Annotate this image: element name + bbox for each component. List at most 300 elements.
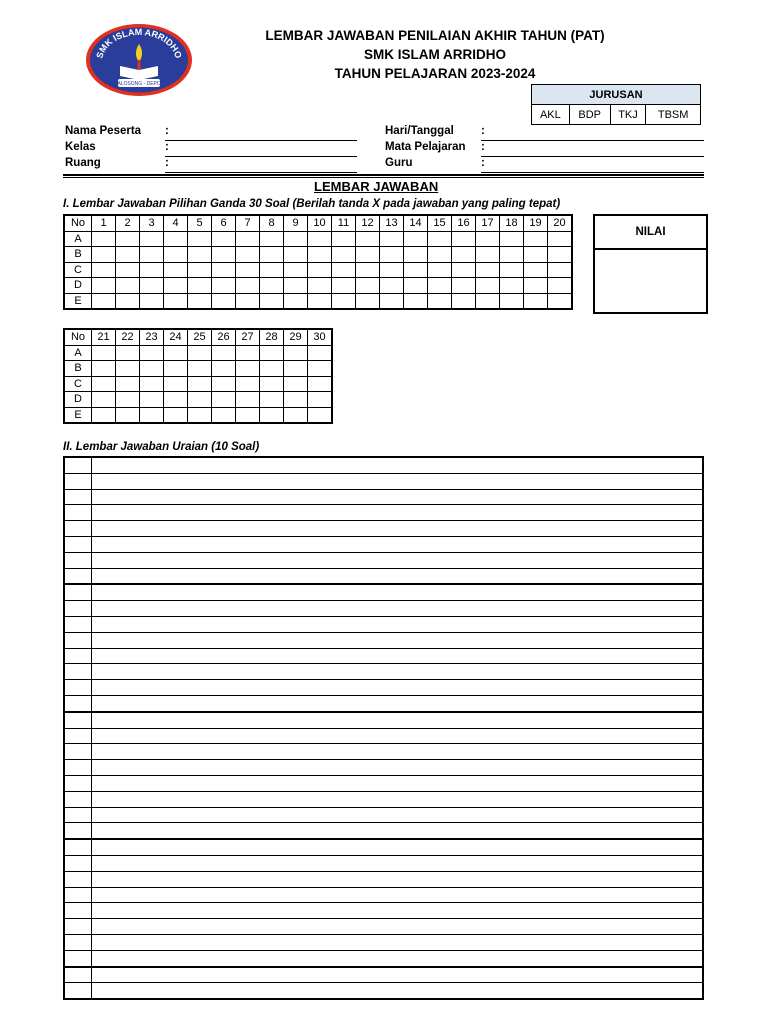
essay-number-cell[interactable]	[64, 457, 92, 473]
question-number: 18	[500, 215, 524, 231]
answer-cell[interactable]	[116, 407, 140, 423]
essay-answer-cell[interactable]	[92, 664, 704, 680]
essay-number-cell[interactable]	[64, 489, 92, 505]
answer-cell[interactable]	[500, 247, 524, 263]
answer-cell[interactable]	[476, 262, 500, 278]
answer-cell[interactable]	[164, 392, 188, 408]
essay-answer-cell[interactable]	[92, 632, 704, 648]
essay-row	[64, 601, 703, 617]
answer-cell[interactable]	[188, 231, 212, 247]
essay-row	[64, 505, 703, 521]
colon: :	[165, 125, 169, 137]
answer-cell[interactable]	[524, 262, 548, 278]
essay-answer-cell[interactable]	[92, 521, 704, 537]
essay-number-cell[interactable]	[64, 839, 92, 855]
answer-cell[interactable]	[188, 361, 212, 377]
option-label: E	[64, 293, 92, 309]
answer-cell[interactable]	[524, 247, 548, 263]
essay-answer-cell[interactable]	[92, 744, 704, 760]
answer-cell[interactable]	[308, 407, 333, 423]
answer-cell[interactable]	[212, 345, 236, 361]
essay-number-cell[interactable]	[64, 728, 92, 744]
answer-cell[interactable]	[164, 293, 188, 309]
question-number: 24	[164, 329, 188, 345]
answer-cell[interactable]	[284, 293, 308, 309]
essay-number-cell[interactable]	[64, 712, 92, 728]
answer-cell[interactable]	[188, 293, 212, 309]
answer-cell[interactable]	[356, 293, 380, 309]
answer-cell[interactable]	[308, 376, 333, 392]
no-header: No	[64, 215, 92, 231]
essay-row	[64, 664, 703, 680]
essay-answer-cell[interactable]	[92, 457, 704, 473]
answer-cell[interactable]	[380, 293, 404, 309]
answer-cell[interactable]	[140, 407, 164, 423]
answer-cell[interactable]	[284, 345, 308, 361]
essay-answer-cell[interactable]	[92, 680, 704, 696]
answer-cell[interactable]	[260, 407, 284, 423]
answer-cell[interactable]	[356, 278, 380, 294]
essay-row	[64, 536, 703, 552]
essay-answer-cell[interactable]	[92, 552, 704, 568]
answer-cell[interactable]	[284, 407, 308, 423]
answer-cell[interactable]	[92, 407, 116, 423]
essay-row	[64, 584, 703, 600]
answer-cell[interactable]	[260, 392, 284, 408]
answer-cell[interactable]	[524, 231, 548, 247]
answer-cell[interactable]	[428, 247, 452, 263]
question-number: 9	[284, 215, 308, 231]
answer-cell[interactable]	[332, 231, 356, 247]
answer-cell[interactable]	[404, 231, 428, 247]
answer-cell[interactable]	[164, 345, 188, 361]
essay-number-cell[interactable]	[64, 521, 92, 537]
answer-cell[interactable]	[284, 376, 308, 392]
answer-cell[interactable]	[380, 247, 404, 263]
answer-cell[interactable]	[500, 293, 524, 309]
essay-number-cell[interactable]	[64, 871, 92, 887]
answer-cell[interactable]	[284, 278, 308, 294]
essay-answer-cell[interactable]	[92, 712, 704, 728]
answer-cell[interactable]	[524, 278, 548, 294]
essay-answer-cell[interactable]	[92, 839, 704, 855]
answer-cell[interactable]	[92, 293, 116, 309]
answer-cell[interactable]	[308, 278, 332, 294]
answer-cell[interactable]	[116, 293, 140, 309]
question-number: 3	[140, 215, 164, 231]
answer-cell[interactable]	[308, 361, 333, 377]
essay-answer-cell[interactable]	[92, 601, 704, 617]
essay-answer-cell[interactable]	[92, 728, 704, 744]
essay-row	[64, 744, 703, 760]
essay-answer-cell[interactable]	[92, 505, 704, 521]
answer-cell[interactable]	[404, 293, 428, 309]
answer-cell[interactable]	[260, 231, 284, 247]
essay-row	[64, 712, 703, 728]
essay-answer-cell[interactable]	[92, 983, 704, 999]
answer-cell[interactable]	[188, 392, 212, 408]
answer-cell[interactable]	[92, 278, 116, 294]
question-number: 8	[260, 215, 284, 231]
answer-cell[interactable]	[140, 247, 164, 263]
answer-cell[interactable]	[236, 262, 260, 278]
answer-cell[interactable]	[380, 231, 404, 247]
answer-cell[interactable]	[116, 361, 140, 377]
answer-cell[interactable]	[164, 376, 188, 392]
answer-cell[interactable]	[308, 262, 332, 278]
essay-number-cell[interactable]	[64, 967, 92, 983]
essay-number-cell[interactable]	[64, 568, 92, 584]
answer-cell[interactable]	[284, 361, 308, 377]
label-kelas: Kelas	[65, 141, 96, 153]
answer-cell[interactable]	[236, 376, 260, 392]
field-hari-tanggal[interactable]	[481, 140, 704, 141]
answer-cell[interactable]	[236, 407, 260, 423]
essay-number-cell[interactable]	[64, 744, 92, 760]
answer-cell[interactable]	[332, 262, 356, 278]
answer-cell[interactable]	[308, 293, 332, 309]
essay-number-cell[interactable]	[64, 950, 92, 966]
essay-answer-cell[interactable]	[92, 903, 704, 919]
answer-cell[interactable]	[548, 247, 573, 263]
answer-cell[interactable]	[92, 361, 116, 377]
question-number: 23	[140, 329, 164, 345]
answer-cell[interactable]	[452, 293, 476, 309]
answer-cell[interactable]	[260, 262, 284, 278]
option-label: E	[64, 407, 92, 423]
answer-cell[interactable]	[92, 262, 116, 278]
answer-cell[interactable]	[236, 361, 260, 377]
answer-cell[interactable]	[236, 392, 260, 408]
option-label: A	[64, 345, 92, 361]
answer-cell[interactable]	[188, 407, 212, 423]
essay-number-cell[interactable]	[64, 934, 92, 950]
label-mata-pelajaran: Mata Pelajaran	[385, 141, 466, 153]
question-number: 29	[284, 329, 308, 345]
question-number: 15	[428, 215, 452, 231]
answer-cell[interactable]	[140, 392, 164, 408]
header-divider	[63, 174, 704, 178]
answer-cell[interactable]	[260, 376, 284, 392]
essay-answer-cell[interactable]	[92, 967, 704, 983]
answer-cell[interactable]	[380, 278, 404, 294]
answer-cell[interactable]	[236, 231, 260, 247]
answer-cell[interactable]	[140, 231, 164, 247]
answer-cell[interactable]	[212, 262, 236, 278]
answer-cell[interactable]	[452, 247, 476, 263]
answer-cell[interactable]	[428, 293, 452, 309]
jurusan-option-akl[interactable]: AKL	[532, 105, 570, 125]
essay-number-cell[interactable]	[64, 505, 92, 521]
answer-cell[interactable]	[212, 376, 236, 392]
answer-cell[interactable]	[164, 361, 188, 377]
answer-cell[interactable]	[548, 231, 573, 247]
essay-number-cell[interactable]	[64, 680, 92, 696]
essay-number-cell[interactable]	[64, 791, 92, 807]
essay-number-cell[interactable]	[64, 536, 92, 552]
answer-cell[interactable]	[188, 345, 212, 361]
answer-cell[interactable]	[308, 247, 332, 263]
option-label: B	[64, 361, 92, 377]
answer-cell[interactable]	[548, 262, 573, 278]
answer-cell[interactable]	[332, 247, 356, 263]
answer-cell[interactable]	[92, 247, 116, 263]
answer-cell[interactable]	[116, 392, 140, 408]
essay-number-cell[interactable]	[64, 473, 92, 489]
answer-cell[interactable]	[428, 262, 452, 278]
essay-answer-cell[interactable]	[92, 616, 704, 632]
answer-cell[interactable]	[92, 376, 116, 392]
essay-answer-cell[interactable]	[92, 871, 704, 887]
answer-cell[interactable]	[140, 345, 164, 361]
essay-row	[64, 728, 703, 744]
field-ruang[interactable]	[165, 172, 357, 173]
logo-text: SMK ISLAM ARRIDHO	[94, 26, 184, 60]
question-number: 6	[212, 215, 236, 231]
answer-cell[interactable]	[140, 262, 164, 278]
answer-cell[interactable]	[356, 262, 380, 278]
question-number: 7	[236, 215, 260, 231]
answer-cell[interactable]	[116, 262, 140, 278]
essay-number-cell[interactable]	[64, 648, 92, 664]
option-label: C	[64, 376, 92, 392]
section-title: LEMBAR JAWABAN	[314, 179, 439, 194]
answer-cell[interactable]	[524, 293, 548, 309]
jurusan-label: JURUSAN	[532, 85, 701, 105]
answer-cell[interactable]	[92, 231, 116, 247]
essay-number-cell[interactable]	[64, 616, 92, 632]
answer-cell[interactable]	[332, 293, 356, 309]
answer-cell[interactable]	[140, 293, 164, 309]
essay-answer-cell[interactable]	[92, 775, 704, 791]
answer-cell[interactable]	[308, 231, 332, 247]
answer-cell[interactable]	[212, 392, 236, 408]
answer-cell[interactable]	[212, 293, 236, 309]
answer-cell[interactable]	[212, 247, 236, 263]
essay-answer-cell[interactable]	[92, 950, 704, 966]
answer-cell[interactable]	[116, 376, 140, 392]
answer-cell[interactable]	[476, 231, 500, 247]
answer-cell[interactable]	[260, 278, 284, 294]
answer-cell[interactable]	[212, 361, 236, 377]
answer-cell[interactable]	[404, 262, 428, 278]
essay-row	[64, 791, 703, 807]
question-number: 17	[476, 215, 500, 231]
answer-cell[interactable]	[356, 247, 380, 263]
field-nama-peserta[interactable]	[165, 140, 357, 141]
answer-cell[interactable]	[140, 361, 164, 377]
option-label: C	[64, 262, 92, 278]
essay-row	[64, 457, 703, 473]
essay-number-cell[interactable]	[64, 919, 92, 935]
essay-number-cell[interactable]	[64, 983, 92, 999]
answer-cell[interactable]	[164, 247, 188, 263]
question-number: 19	[524, 215, 548, 231]
essay-number-cell[interactable]	[64, 887, 92, 903]
essay-row	[64, 473, 703, 489]
essay-answer-cell[interactable]	[92, 648, 704, 664]
answer-cell[interactable]	[476, 247, 500, 263]
school-name: SMK ISLAM ARRIDHO	[364, 47, 506, 62]
question-number: 26	[212, 329, 236, 345]
answer-cell[interactable]	[164, 278, 188, 294]
answer-cell[interactable]	[476, 293, 500, 309]
essay-answer-cell[interactable]	[92, 489, 704, 505]
jurusan-option-tbsm[interactable]: TBSM	[646, 105, 701, 125]
essay-answer-cell[interactable]	[92, 760, 704, 776]
nilai-box	[593, 214, 708, 314]
question-number: 11	[332, 215, 356, 231]
essay-number-cell[interactable]	[64, 823, 92, 839]
answer-cell[interactable]	[284, 247, 308, 263]
essay-answer-cell[interactable]	[92, 887, 704, 903]
option-label: A	[64, 231, 92, 247]
answer-cell[interactable]	[140, 278, 164, 294]
question-number: 10	[308, 215, 332, 231]
answer-cell[interactable]	[452, 278, 476, 294]
answer-cell[interactable]	[308, 392, 333, 408]
essay-row	[64, 632, 703, 648]
answer-cell[interactable]	[236, 278, 260, 294]
essay-row	[64, 521, 703, 537]
essay-row	[64, 552, 703, 568]
answer-cell[interactable]	[140, 376, 164, 392]
answer-cell[interactable]	[92, 345, 116, 361]
essay-answer-cell[interactable]	[92, 823, 704, 839]
answer-cell[interactable]	[188, 262, 212, 278]
essay-answer-cell[interactable]	[92, 807, 704, 823]
nilai-score-field[interactable]	[595, 250, 706, 312]
essay-row	[64, 967, 703, 983]
essay-answer-cell[interactable]	[92, 855, 704, 871]
answer-cell[interactable]	[452, 231, 476, 247]
essay-number-cell[interactable]	[64, 664, 92, 680]
question-number: 4	[164, 215, 188, 231]
answer-cell[interactable]	[116, 278, 140, 294]
answer-cell[interactable]	[284, 392, 308, 408]
answer-cell[interactable]	[284, 262, 308, 278]
answer-cell[interactable]	[212, 231, 236, 247]
label-hari-tanggal: Hari/Tanggal	[385, 125, 454, 137]
question-number: 21	[92, 329, 116, 345]
field-kelas[interactable]	[165, 156, 357, 157]
answer-cell[interactable]	[164, 262, 188, 278]
answer-cell[interactable]	[260, 361, 284, 377]
essay-row	[64, 983, 703, 999]
question-number: 16	[452, 215, 476, 231]
option-label: D	[64, 278, 92, 294]
field-mata-pelajaran[interactable]	[481, 156, 704, 157]
answer-cell[interactable]	[548, 293, 573, 309]
essay-row	[64, 823, 703, 839]
answer-cell[interactable]	[500, 231, 524, 247]
mc-grid-1-20	[63, 214, 573, 310]
essay-answer-cell[interactable]	[92, 919, 704, 935]
answer-cell[interactable]	[404, 247, 428, 263]
question-number: 13	[380, 215, 404, 231]
essay-row	[64, 919, 703, 935]
mc-grid-21-30	[63, 328, 333, 424]
essay-number-cell[interactable]	[64, 903, 92, 919]
essay-answer-cell[interactable]	[92, 695, 704, 711]
question-number: 25	[188, 329, 212, 345]
colon: :	[481, 141, 485, 153]
jurusan-option-tkj[interactable]: TKJ	[610, 105, 646, 125]
essay-number-cell[interactable]	[64, 855, 92, 871]
essay-answer-cell[interactable]	[92, 584, 704, 600]
essay-answer-table	[63, 456, 704, 1000]
no-header: No	[64, 329, 92, 345]
essay-answer-cell[interactable]	[92, 473, 704, 489]
answer-cell[interactable]	[188, 376, 212, 392]
answer-cell[interactable]	[500, 262, 524, 278]
essay-row	[64, 616, 703, 632]
answer-cell[interactable]	[260, 247, 284, 263]
answer-cell[interactable]	[116, 231, 140, 247]
answer-cell[interactable]	[164, 407, 188, 423]
colon: :	[481, 157, 485, 169]
answer-cell[interactable]	[236, 247, 260, 263]
essay-answer-cell[interactable]	[92, 791, 704, 807]
answer-cell[interactable]	[188, 247, 212, 263]
essay-answer-cell[interactable]	[92, 568, 704, 584]
answer-cell[interactable]	[452, 262, 476, 278]
essay-number-cell[interactable]	[64, 760, 92, 776]
answer-cell[interactable]	[164, 231, 188, 247]
essay-number-cell[interactable]	[64, 807, 92, 823]
answer-cell[interactable]	[428, 278, 452, 294]
essay-number-cell[interactable]	[64, 584, 92, 600]
answer-cell[interactable]	[476, 278, 500, 294]
answer-cell[interactable]	[260, 345, 284, 361]
essay-number-cell[interactable]	[64, 552, 92, 568]
answer-cell[interactable]	[188, 278, 212, 294]
essay-row	[64, 871, 703, 887]
answer-cell[interactable]	[380, 262, 404, 278]
answer-cell[interactable]	[548, 278, 573, 294]
answer-cell[interactable]	[212, 407, 236, 423]
option-label: D	[64, 392, 92, 408]
essay-number-cell[interactable]	[64, 632, 92, 648]
essay-number-cell[interactable]	[64, 601, 92, 617]
answer-cell[interactable]	[212, 278, 236, 294]
answer-cell[interactable]	[284, 231, 308, 247]
answer-cell[interactable]	[332, 278, 356, 294]
question-number: 30	[308, 329, 333, 345]
jurusan-option-bdp[interactable]: BDP	[569, 105, 610, 125]
field-guru[interactable]	[481, 172, 704, 173]
essay-number-cell[interactable]	[64, 695, 92, 711]
answer-cell[interactable]	[116, 247, 140, 263]
answer-cell[interactable]	[236, 293, 260, 309]
essay-answer-cell[interactable]	[92, 934, 704, 950]
answer-cell[interactable]	[356, 231, 380, 247]
nilai-label: NILAI	[595, 216, 706, 250]
answer-cell[interactable]	[236, 345, 260, 361]
answer-cell[interactable]	[308, 345, 333, 361]
answer-cell[interactable]	[260, 293, 284, 309]
essay-answer-cell[interactable]	[92, 536, 704, 552]
question-number: 20	[548, 215, 573, 231]
answer-cell[interactable]	[428, 231, 452, 247]
option-label: B	[64, 247, 92, 263]
answer-cell[interactable]	[404, 278, 428, 294]
answer-cell[interactable]	[500, 278, 524, 294]
essay-row	[64, 648, 703, 664]
essay-number-cell[interactable]	[64, 775, 92, 791]
answer-cell[interactable]	[116, 345, 140, 361]
answer-cell[interactable]	[92, 392, 116, 408]
